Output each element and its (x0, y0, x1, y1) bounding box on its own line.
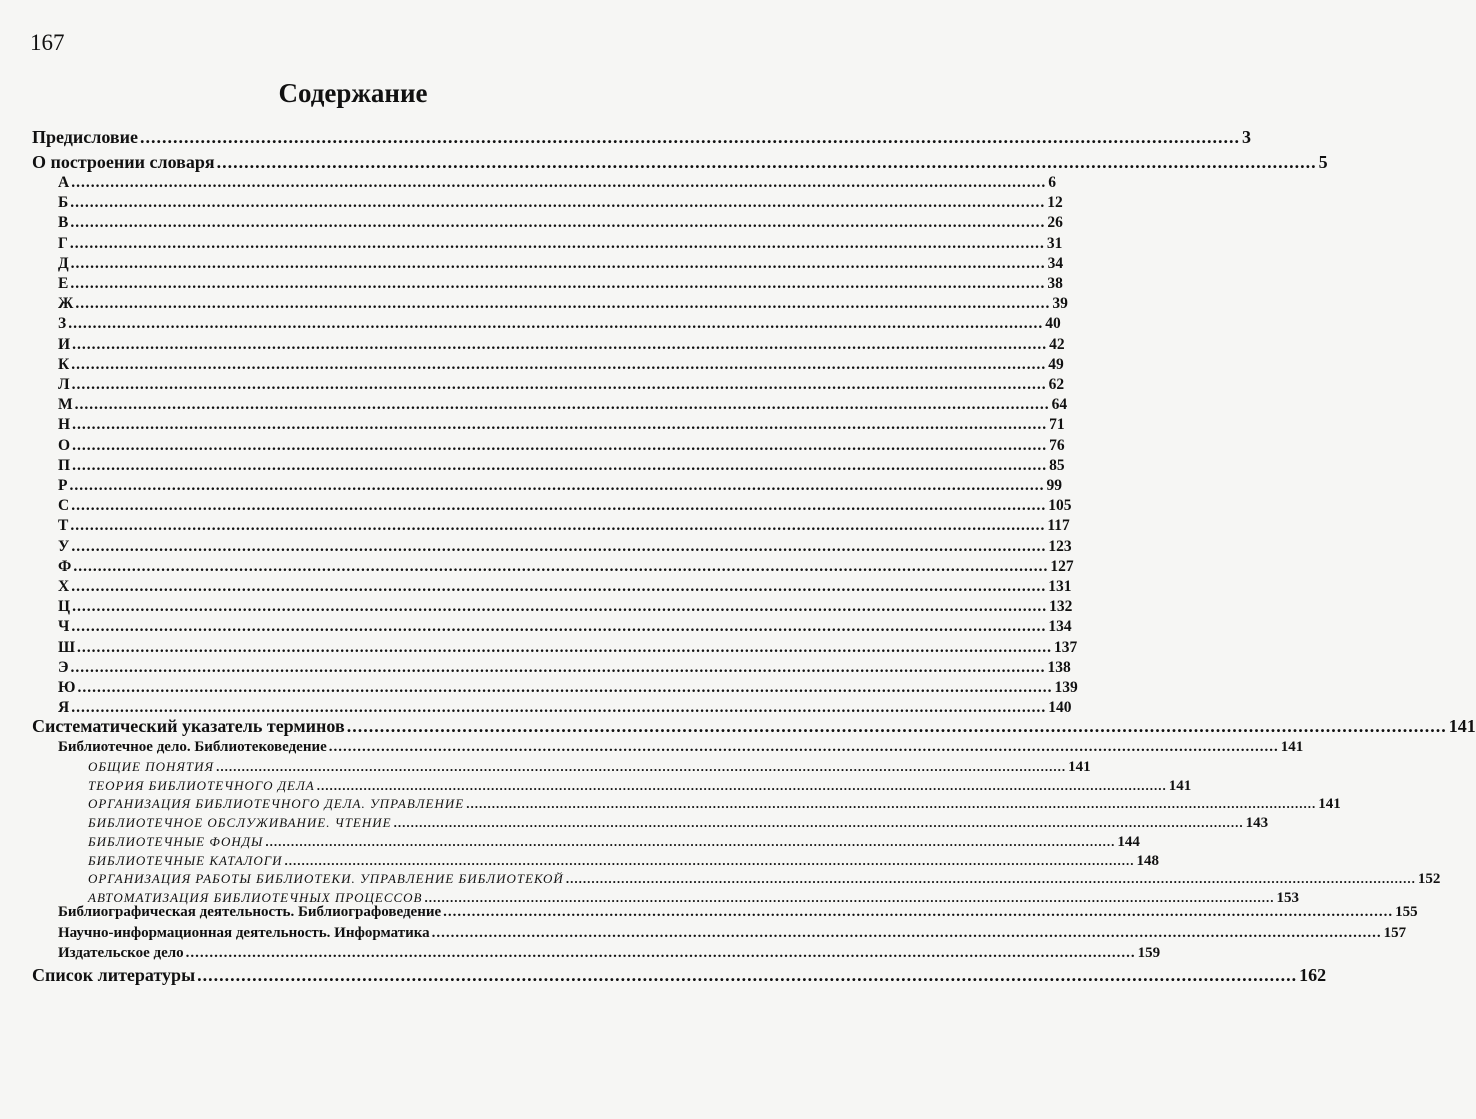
toc-entry (58, 254, 1064, 273)
dot-leader: ........................................................................................................................................................................................................ (284, 852, 1135, 868)
dot-leader: ........................................................................................................................................................................................................ (72, 598, 1048, 616)
toc-entry-page: 26 (1047, 214, 1063, 232)
dot-leader: ........................................................................................................................................................................................................ (69, 234, 1045, 252)
dot-leader: ........................................................................................................................................................................................................ (77, 638, 1053, 656)
toc-entry (88, 871, 1441, 888)
toc-entry (58, 376, 1065, 394)
toc-entry-page: 152 (1417, 871, 1441, 888)
toc-entry (58, 945, 1161, 962)
toc-entry-label: Р (58, 477, 68, 494)
dot-leader: ........................................................................................................................................................................................................ (265, 833, 1116, 849)
toc-entry-page: 141 (1448, 716, 1476, 736)
dot-leader: ........................................................................................................................................................................................................ (443, 904, 1394, 920)
toc-entry-label: Я (58, 699, 70, 717)
toc-entry-page: 39 (1052, 295, 1068, 313)
toc-entry-page: 138 (1047, 658, 1071, 676)
toc-entry-page: 141 (1168, 777, 1192, 794)
toc-entry-label: З (58, 315, 67, 333)
toc-entry-label: Библиотечное дело. Библиотековедение (58, 739, 327, 755)
dot-leader: ........................................................................................................................................................................................................ (431, 924, 1382, 941)
dot-leader: ........................................................................................................................................................................................................ (71, 376, 1047, 393)
toc-entry-page: 132 (1049, 598, 1073, 616)
dot-leader: ........................................................................................................................................................................................................ (71, 699, 1047, 717)
page-title: Содержание (278, 78, 428, 108)
toc-entry-label: Т (58, 517, 69, 535)
toc-entry (88, 852, 1159, 870)
toc-entry-page: 127 (1050, 557, 1074, 575)
toc-entry (58, 194, 1063, 212)
toc-entry (58, 679, 1078, 697)
dot-leader: ........................................................................................................................................................................................................ (75, 295, 1051, 313)
toc-entry (58, 295, 1068, 313)
dot-leader: ........................................................................................................................................................................................................ (69, 477, 1045, 494)
toc-entry-page: 143 (1245, 815, 1269, 832)
toc-entry-page: 6 (1048, 174, 1056, 191)
dot-leader: ........................................................................................................................................................................................................ (71, 174, 1047, 191)
toc-entry-page: 153 (1276, 889, 1299, 906)
page-number: 167 (30, 30, 65, 55)
toc-entry (88, 777, 1192, 795)
dot-leader: ........................................................................................................................................................................................................ (72, 436, 1048, 454)
dot-leader: ........................................................................................................................................................................................................ (71, 537, 1047, 555)
toc-entry-page: 40 (1045, 315, 1061, 333)
toc-entry-label: П (58, 456, 71, 474)
toc-entry (58, 638, 1078, 657)
toc-entry-page: 38 (1047, 275, 1063, 292)
toc-entry (58, 537, 1072, 556)
toc-entry-page: 162 (1299, 965, 1327, 985)
toc-entry-page: 148 (1136, 852, 1159, 869)
toc-entry-page: 42 (1049, 335, 1065, 353)
dot-leader: ........................................................................................................................................................................................................ (466, 796, 1317, 812)
toc-entry (58, 497, 1072, 515)
toc-entry (58, 578, 1072, 596)
toc-entry (58, 234, 1063, 253)
dot-leader: ........................................................................................................................................................................................................ (197, 965, 1298, 985)
toc-entry (58, 924, 1407, 942)
toc-entry-page: 34 (1047, 254, 1064, 272)
dot-leader: ........................................................................................................................................................................................................ (139, 127, 1240, 147)
toc-entry-label: Ф (58, 557, 72, 575)
toc-entry (32, 965, 1327, 986)
dot-leader: ........................................................................................................................................................................................................ (71, 578, 1047, 595)
toc-entry-label: Научно-информационная деятельность. Информатика (58, 924, 430, 941)
toc-entry (58, 618, 1072, 636)
toc-entry (88, 759, 1091, 776)
toc-entry (58, 355, 1064, 374)
toc-entry-page: 144 (1117, 833, 1140, 850)
toc-entry-label: БИБЛИОТЕЧНОЕ ОБСЛУЖИВАНИЕ. ЧТЕНИЕ (88, 815, 392, 831)
dot-leader: ........................................................................................................................................................................................................ (70, 275, 1046, 292)
toc-entry (58, 315, 1061, 333)
toc-entry-page: 31 (1046, 234, 1063, 252)
dot-leader: ........................................................................................................................................................................................................ (72, 335, 1048, 353)
toc-entry-label: БИБЛИОТЕЧНЫЕ КАТАЛОГИ (88, 852, 283, 868)
toc-entry (58, 214, 1063, 232)
dot-leader: ........................................................................................................................................................................................................ (70, 658, 1046, 676)
toc-entry-label: ОРГАНИЗАЦИЯ РАБОТЫ БИБЛИОТЕКИ. УПРАВЛЕНИЕ БИБЛИОТЕКОЙ (88, 871, 564, 887)
toc-entry-page: 123 (1048, 537, 1072, 555)
toc-entry-label: Ц (58, 598, 71, 616)
toc-entry (32, 716, 1476, 737)
toc-entry-page: 131 (1048, 578, 1072, 595)
toc-entry-label: Х (58, 578, 70, 595)
toc-entry-page: 139 (1054, 679, 1078, 696)
toc-entry-page: 76 (1049, 436, 1065, 454)
toc-entry (58, 904, 1418, 921)
toc-entry (88, 815, 1269, 832)
toc-entry (58, 739, 1304, 756)
toc-entry (58, 477, 1062, 495)
toc-entry-label: Н (58, 416, 71, 434)
dot-leader: ........................................................................................................................................................................................................ (70, 254, 1046, 272)
toc-entry (58, 699, 1072, 717)
toc-entry-page: 12 (1047, 194, 1063, 212)
toc-entry-page: 137 (1054, 638, 1078, 656)
toc-entry-label: БИБЛИОТЕЧНЫЕ ФОНДЫ (88, 833, 264, 849)
toc-entry-page: 5 (1318, 152, 1328, 172)
toc-entry (58, 416, 1065, 434)
dot-leader: ........................................................................................................................................................................................................ (71, 618, 1047, 636)
toc-entry-label: Е (58, 275, 69, 292)
toc-entry (32, 127, 1251, 148)
toc-entry-page: 159 (1137, 945, 1161, 961)
toc-entry-label: Предисловие (32, 127, 138, 147)
toc-entry-label: Библиографическая деятельность. Библиографоведение (58, 904, 442, 920)
toc-entry-page: 49 (1048, 355, 1064, 373)
dot-leader: ........................................................................................................................................................................................................ (72, 456, 1048, 474)
toc-entry-label: АВТОМАТИЗАЦИЯ БИБЛИОТЕЧНЫХ ПРОЦЕССОВ (88, 889, 423, 905)
toc-entry-page: 134 (1048, 618, 1072, 636)
toc-entry-page: 85 (1049, 456, 1065, 474)
toc-entry-page: 62 (1048, 376, 1065, 393)
toc-entry (58, 456, 1065, 475)
toc-entry-label: Д (58, 254, 69, 272)
toc-entry-label: И (58, 335, 71, 353)
dot-leader: ........................................................................................................................................................................................................ (68, 315, 1044, 333)
toc-entry-label: У (58, 537, 70, 555)
dot-leader: ........................................................................................................................................................................................................ (74, 396, 1050, 414)
toc-entry-page: 157 (1383, 924, 1407, 941)
dot-leader: ........................................................................................................................................................................................................ (70, 517, 1046, 535)
toc-entry-label: Список литературы (32, 965, 196, 985)
dot-leader: ........................................................................................................................................................................................................ (216, 759, 1067, 774)
toc-entry-label: Б (58, 194, 69, 212)
toc-entry-page: 141 (1318, 796, 1341, 813)
toc-entry-label: М (58, 396, 73, 414)
dot-leader: ........................................................................................................................................................................................................ (77, 679, 1053, 696)
toc-entry-label: ОРГАНИЗАЦИЯ БИБЛИОТЕЧНОГО ДЕЛА. УПРАВЛЕНИЕ (88, 796, 465, 812)
toc-entry (58, 275, 1063, 293)
dot-leader: ........................................................................................................................................................................................................ (316, 777, 1167, 793)
toc-entry-label: В (58, 214, 69, 232)
toc-entry-page: 117 (1047, 517, 1070, 535)
dot-leader: ........................................................................................................................................................................................................ (185, 945, 1136, 961)
toc-entry-label: Л (58, 376, 70, 393)
toc-entry-label: Ч (58, 618, 70, 636)
toc-entry-label: С (58, 497, 70, 515)
toc-entry-label: О (58, 436, 71, 454)
dot-leader: ........................................................................................................................................................................................................ (328, 739, 1279, 755)
toc-entry (58, 598, 1073, 616)
toc-entry (58, 658, 1071, 677)
toc-entry-label: Ж (58, 295, 74, 313)
toc-entry-page: 105 (1048, 497, 1072, 515)
toc-entry (58, 174, 1056, 192)
toc-entry (32, 152, 1328, 173)
dot-leader: ........................................................................................................................................................................................................ (71, 355, 1047, 373)
toc-entry (58, 335, 1065, 354)
toc-entry (88, 796, 1341, 813)
toc-entry-label: А (58, 174, 70, 191)
toc-entry-label: Систематический указатель терминов (32, 716, 345, 736)
toc-entry-label: О построении словаря (32, 152, 215, 172)
toc-entry-label: Г (58, 234, 68, 252)
toc-entry (58, 396, 1068, 414)
dot-leader: ........................................................................................................................................................................................................ (70, 214, 1046, 232)
toc-entry-page: 141 (1068, 759, 1091, 775)
dot-leader: ........................................................................................................................................................................................................ (73, 557, 1049, 575)
toc-entry-page: 141 (1280, 739, 1304, 755)
toc-entry-page: 140 (1048, 699, 1072, 717)
dot-leader: ........................................................................................................................................................................................................ (424, 889, 1275, 905)
toc-entry-label: ОБЩИЕ ПОНЯТИЯ (88, 759, 215, 774)
toc-entry (58, 436, 1065, 455)
dot-leader: ........................................................................................................................................................................................................ (216, 152, 1317, 172)
toc-entry-page: 99 (1046, 477, 1062, 494)
dot-leader: ........................................................................................................................................................................................................ (70, 194, 1046, 212)
toc-entry-page: 64 (1051, 396, 1068, 414)
toc-entry-page: 155 (1395, 904, 1418, 920)
dot-leader: ........................................................................................................................................................................................................ (346, 716, 1447, 736)
toc-entry-page: 3 (1241, 127, 1251, 147)
dot-leader: ........................................................................................................................................................................................................ (72, 416, 1048, 434)
dot-leader: ........................................................................................................................................................................................................ (71, 497, 1047, 515)
toc-entry-page: 71 (1049, 416, 1065, 434)
toc-entry (88, 833, 1140, 851)
toc-entry (58, 517, 1070, 535)
toc-entry-label: Ш (58, 638, 76, 656)
dot-leader: ........................................................................................................................................................................................................ (393, 815, 1244, 831)
toc-entry-label: К (58, 355, 70, 373)
dot-leader: ........................................................................................................................................................................................................ (565, 871, 1416, 887)
toc-entry-label: Э (58, 658, 69, 676)
toc-entry-label: ТЕОРИЯ БИБЛИОТЕЧНОГО ДЕЛА (88, 777, 315, 793)
toc-entry-label: Издательское дело (58, 945, 184, 961)
toc-entry-label: Ю (58, 679, 76, 696)
toc-entry (58, 557, 1074, 576)
